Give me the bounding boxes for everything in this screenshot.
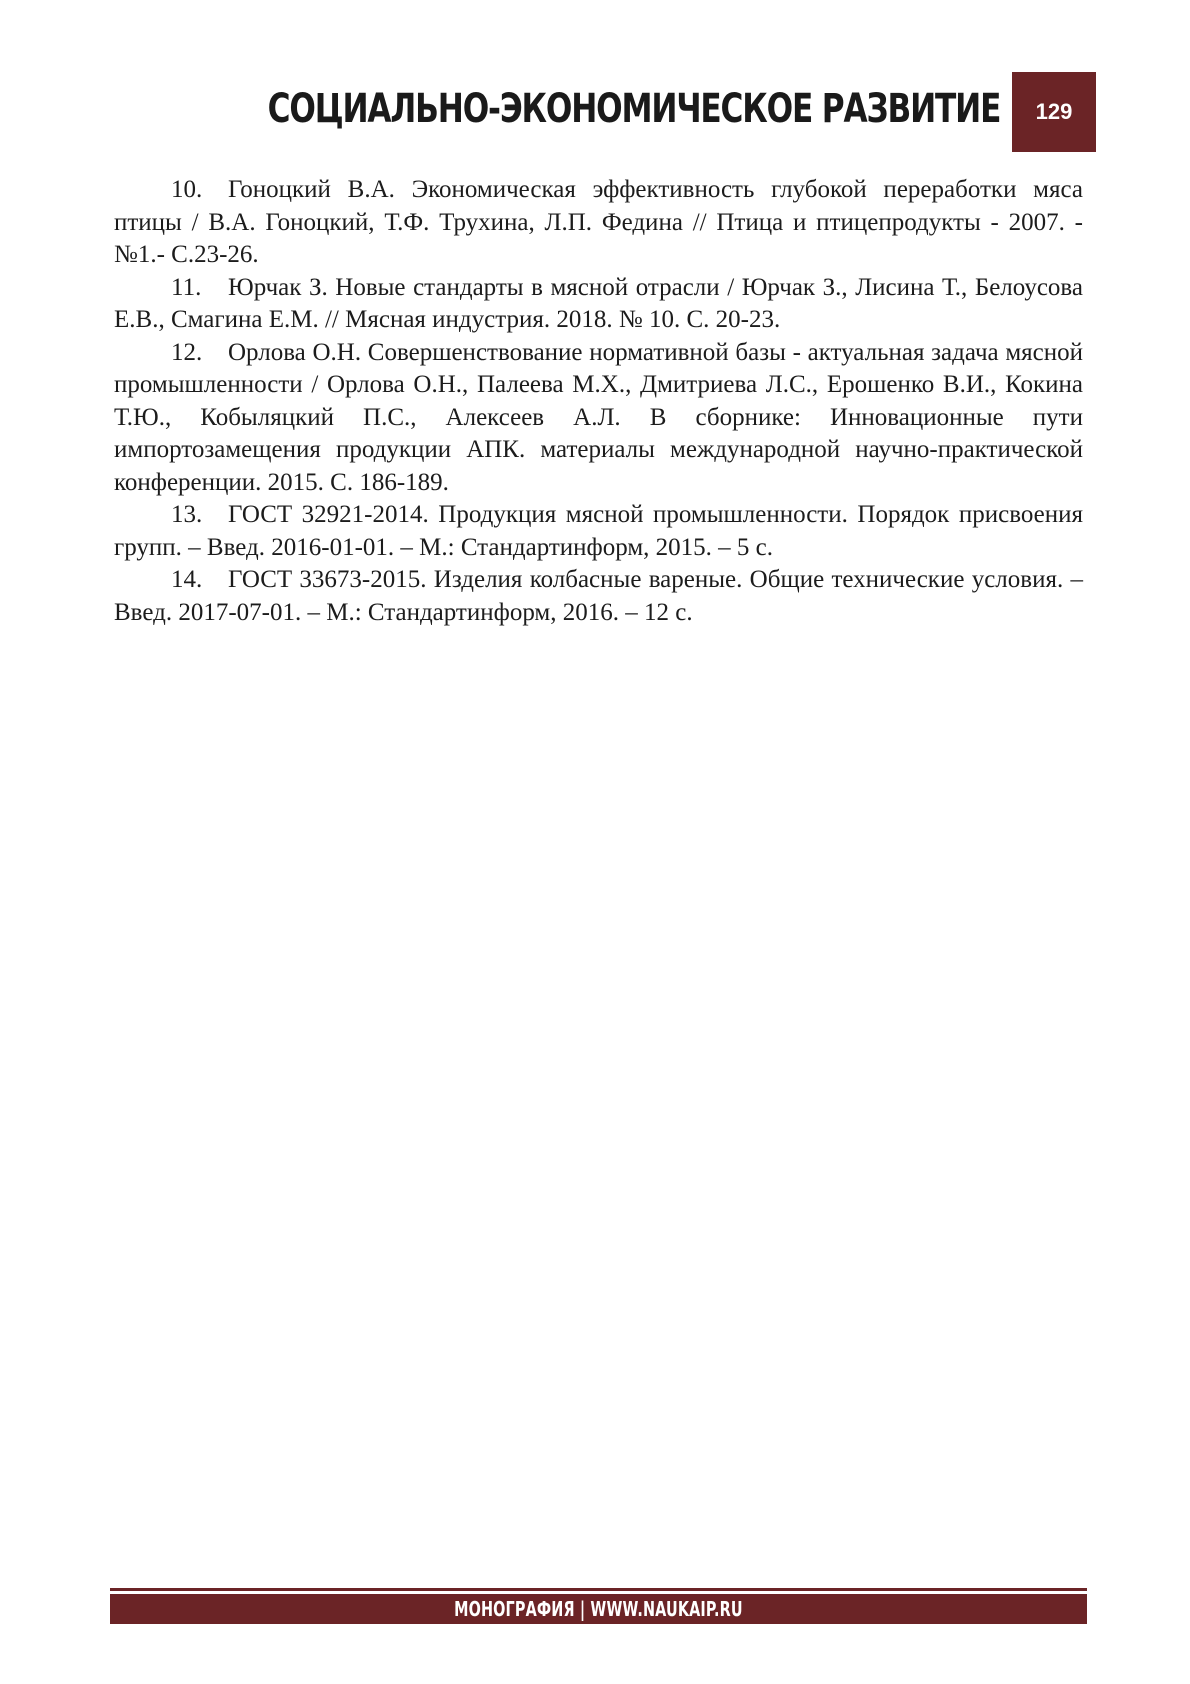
footer-divider	[110, 1588, 1087, 1591]
reference-text: ГОСТ 33673-2015. Изделия колбасные вареные. Общие технические условия. – Введ. 2017-07-01. – М.: Стандартинформ, 2016. – 12 с.	[114, 566, 1083, 626]
reference-number: 13.	[171, 501, 203, 528]
reference-text: ГОСТ 32921-2014. Продукция мясной промышленности. Порядок присвоения групп. – Введ. 2016-01-01. – М.: Стандартинформ, 2015. – 5 с.	[114, 501, 1083, 561]
reference-item	[114, 564, 1083, 629]
footer-bar	[110, 1594, 1087, 1624]
reference-list	[114, 174, 1083, 629]
running-header-title: СОЦИАЛЬНО-ЭКОНОМИЧЕСКОЕ РАЗВИТИЕ	[267, 86, 1000, 132]
reference-item	[114, 174, 1083, 272]
reference-number: 12.	[171, 338, 203, 366]
reference-text: Орлова О.Н. Совершенствование нормативной базы - актуальная задача мясной промышленности / Орлова О.Н., Палеева М.Х., Дмитриева Л.С., Ерошенко В.И., Кокина Т.Ю., Кобыляцкий П.С., Алексеев А.Л. В сборнике: Инновационные пути импортозамещения продукции АПК. материалы международной научно-практической конференции. 2015. С. 186-189.	[114, 338, 1083, 496]
reference-item	[114, 499, 1083, 564]
page-number: 129	[1035, 99, 1073, 124]
reference-item	[114, 337, 1083, 500]
reference-text: Гоноцкий В.А. Экономическая эффективность глубокой переработки мяса птицы / В.А. Гоноцкий, Т.Ф. Трухина, Л.П. Федина // Птица и птицепродукты - 2007. - №1.- С.23-26.	[114, 176, 1083, 268]
reference-text: Юрчак З. Новые стандарты в мясной отрасли / Юрчак З., Лисина Т., Белоусова Е.В., Смагина Е.М. // Мясная индустрия. 2018. № 10. С. 20-23.	[114, 273, 1083, 333]
footer-text: МОНОГРАФИЯ | WWW.NAUKAIP.RU	[454, 1597, 743, 1621]
page-number-badge	[1012, 72, 1096, 152]
reference-number: 14.	[171, 566, 203, 593]
reference-item	[114, 272, 1083, 337]
reference-number: 11.	[171, 273, 202, 301]
reference-number: 10.	[171, 176, 203, 203]
